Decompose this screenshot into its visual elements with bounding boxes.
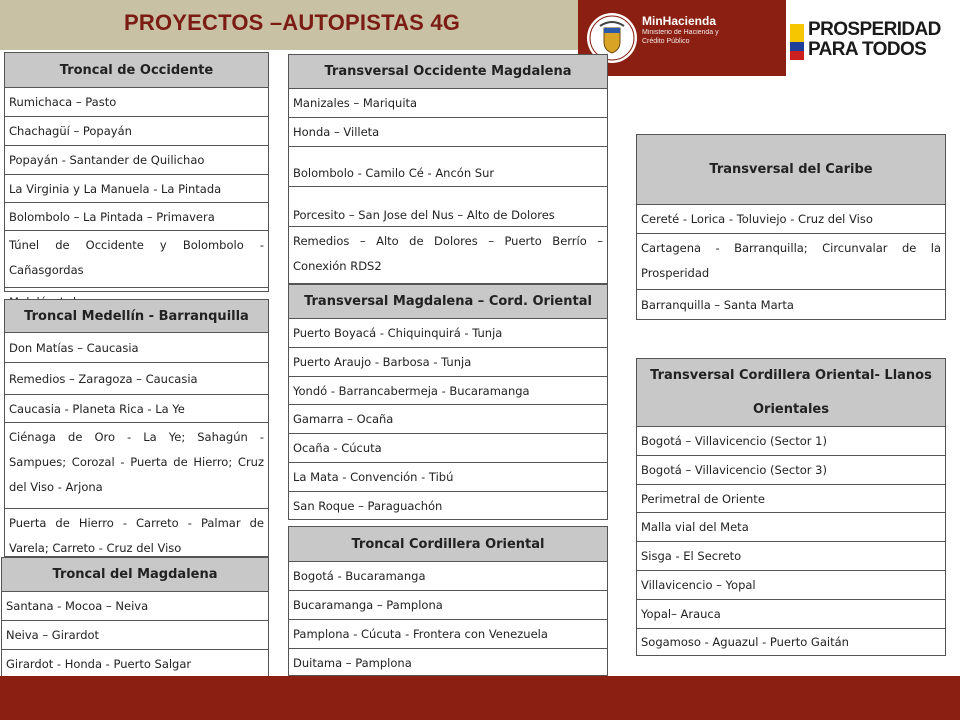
list-item: Puerto Araujo - Barbosa - Tunja bbox=[289, 348, 607, 377]
panel-troncal-occidente bbox=[4, 52, 269, 292]
list-item: Puerta de Hierro - Carreto - Palmar de Varela; Carreto - Cruz del Viso bbox=[9, 516, 264, 555]
list-item: Ocaña - Cúcuta bbox=[289, 434, 607, 463]
list-item: Cartagena - Barranquilla; Circunvalar de la Prosperidad bbox=[637, 234, 945, 290]
list-item: Pamplona - Cúcuta - Frontera con Venezuela bbox=[289, 620, 607, 649]
list-item: Remedios – Zaragoza – Caucasia bbox=[5, 363, 268, 395]
panel-title: Troncal Medellín - Barranquilla bbox=[5, 300, 268, 333]
panel-title: Transversal Cordillera Oriental- Llanos Orientales bbox=[637, 359, 945, 427]
list-item: Manizales – Mariquita bbox=[289, 89, 607, 118]
panel-troncal-medellin-barranquilla bbox=[4, 299, 269, 557]
ministry-name: MinHacienda bbox=[642, 14, 717, 28]
list-item: Rumichaca – Pasto bbox=[5, 88, 268, 117]
panel-transversal-occidente-magdalena bbox=[288, 54, 608, 284]
list-item: San Roque – Paraguachón bbox=[293, 499, 443, 513]
panel-title: Troncal Cordillera Oriental bbox=[289, 527, 607, 562]
list-item: La Mata - Convención - Tibú bbox=[289, 463, 607, 492]
list-item: Santana - Mocoa – Neiva bbox=[2, 592, 268, 621]
list-item: Bogotá – Villavicencio (Sector 3) bbox=[637, 456, 945, 485]
panel-title: Transversal Occidente Magdalena bbox=[289, 55, 607, 89]
ministry-logo-band bbox=[578, 0, 786, 76]
list-item: Bucaramanga – Pamplona bbox=[289, 591, 607, 620]
list-item: Don Matías – Caucasia bbox=[5, 333, 268, 363]
list-item: Bolombolo – La Pintada – Primavera bbox=[5, 203, 268, 231]
list-item: Honda – Villeta bbox=[289, 118, 607, 147]
list-item: Popayán - Santander de Quilichao bbox=[5, 146, 268, 175]
panel-transversal-caribe bbox=[636, 134, 946, 320]
slogan-line-1: PROSPERIDAD bbox=[808, 19, 941, 40]
list-item: Villavicencio – Yopal bbox=[637, 571, 945, 600]
panel-title: Transversal del Caribe bbox=[637, 135, 945, 205]
list-item: Duitama – Pamplona bbox=[293, 655, 412, 670]
panel-transversal-magdalena-cord-oriental bbox=[288, 284, 608, 520]
slogan bbox=[808, 20, 941, 60]
list-item: Perimetral de Oriente bbox=[637, 485, 945, 513]
list-item: Ciénaga de Oro - La Ye; Sahagún - Sampues; Corozal - Puerta de Hierro; Cruz del Viso - Arjona bbox=[5, 423, 268, 509]
list-item: Bogotá – Villavicencio (Sector 1) bbox=[637, 427, 945, 456]
list-item: Girardot - Honda - Puerto Salgar bbox=[6, 657, 192, 671]
panel-title: Troncal de Occidente bbox=[5, 53, 268, 88]
panel-title: Transversal Magdalena – Cord. Oriental bbox=[289, 285, 607, 319]
list-item: Bolombolo - Camilo Cé - Ancón Sur bbox=[289, 147, 607, 187]
page-title: PROYECTOS –AUTOPISTAS 4G bbox=[124, 10, 461, 35]
list-item: Bogotá - Bucaramanga bbox=[289, 562, 607, 591]
colombia-flag-icon bbox=[790, 24, 804, 60]
list-item: Yopal– Arauca bbox=[637, 600, 945, 629]
list-item: Puerto Boyacá - Chiquinquirá - Tunja bbox=[289, 319, 607, 348]
panel-troncal-cordillera-oriental bbox=[288, 526, 608, 676]
ministry-logo bbox=[642, 14, 722, 46]
footer-band bbox=[0, 676, 960, 720]
panel-title: Troncal del Magdalena bbox=[2, 558, 268, 592]
list-item: Sisga - El Secreto bbox=[637, 542, 945, 571]
list-item: Chachagüí – Popayán bbox=[5, 117, 268, 146]
list-item: Yondó - Barrancabermeja - Bucaramanga bbox=[289, 377, 607, 405]
list-item: La Virginia y La Manuela - La Pintada bbox=[5, 175, 268, 203]
list-item: Neiva – Girardot bbox=[2, 621, 268, 650]
prosperidad-logo bbox=[790, 14, 960, 66]
list-item: Gamarra – Ocaña bbox=[289, 405, 607, 434]
list-item: Barranquilla – Santa Marta bbox=[641, 297, 794, 312]
list-item: Remedios – Alto de Dolores – Puerto Berrío – Conexión RDS2 bbox=[293, 234, 603, 273]
slogan-line-2: PARA TODOS bbox=[808, 39, 927, 60]
list-item: Cereté - Lorica - Toluviejo - Cruz del Viso bbox=[637, 205, 945, 234]
list-item: Caucasia - Planeta Rica - La Ye bbox=[5, 395, 268, 423]
ministry-subtitle: Ministerio de Hacienda y Crédito Público bbox=[642, 29, 719, 45]
list-item: Malla vial del Meta bbox=[637, 513, 945, 542]
panel-transversal-cordillera-llanos bbox=[636, 358, 946, 656]
list-item: Túnel de Occidente y Bolombolo - Cañasgordas bbox=[5, 231, 268, 288]
panel-troncal-magdalena bbox=[1, 557, 269, 677]
list-item: Sogamoso - Aguazul - Puerto Gaitán bbox=[641, 635, 849, 649]
list-item: Porcesito – San Jose del Nus – Alto de Dolores bbox=[289, 187, 607, 227]
